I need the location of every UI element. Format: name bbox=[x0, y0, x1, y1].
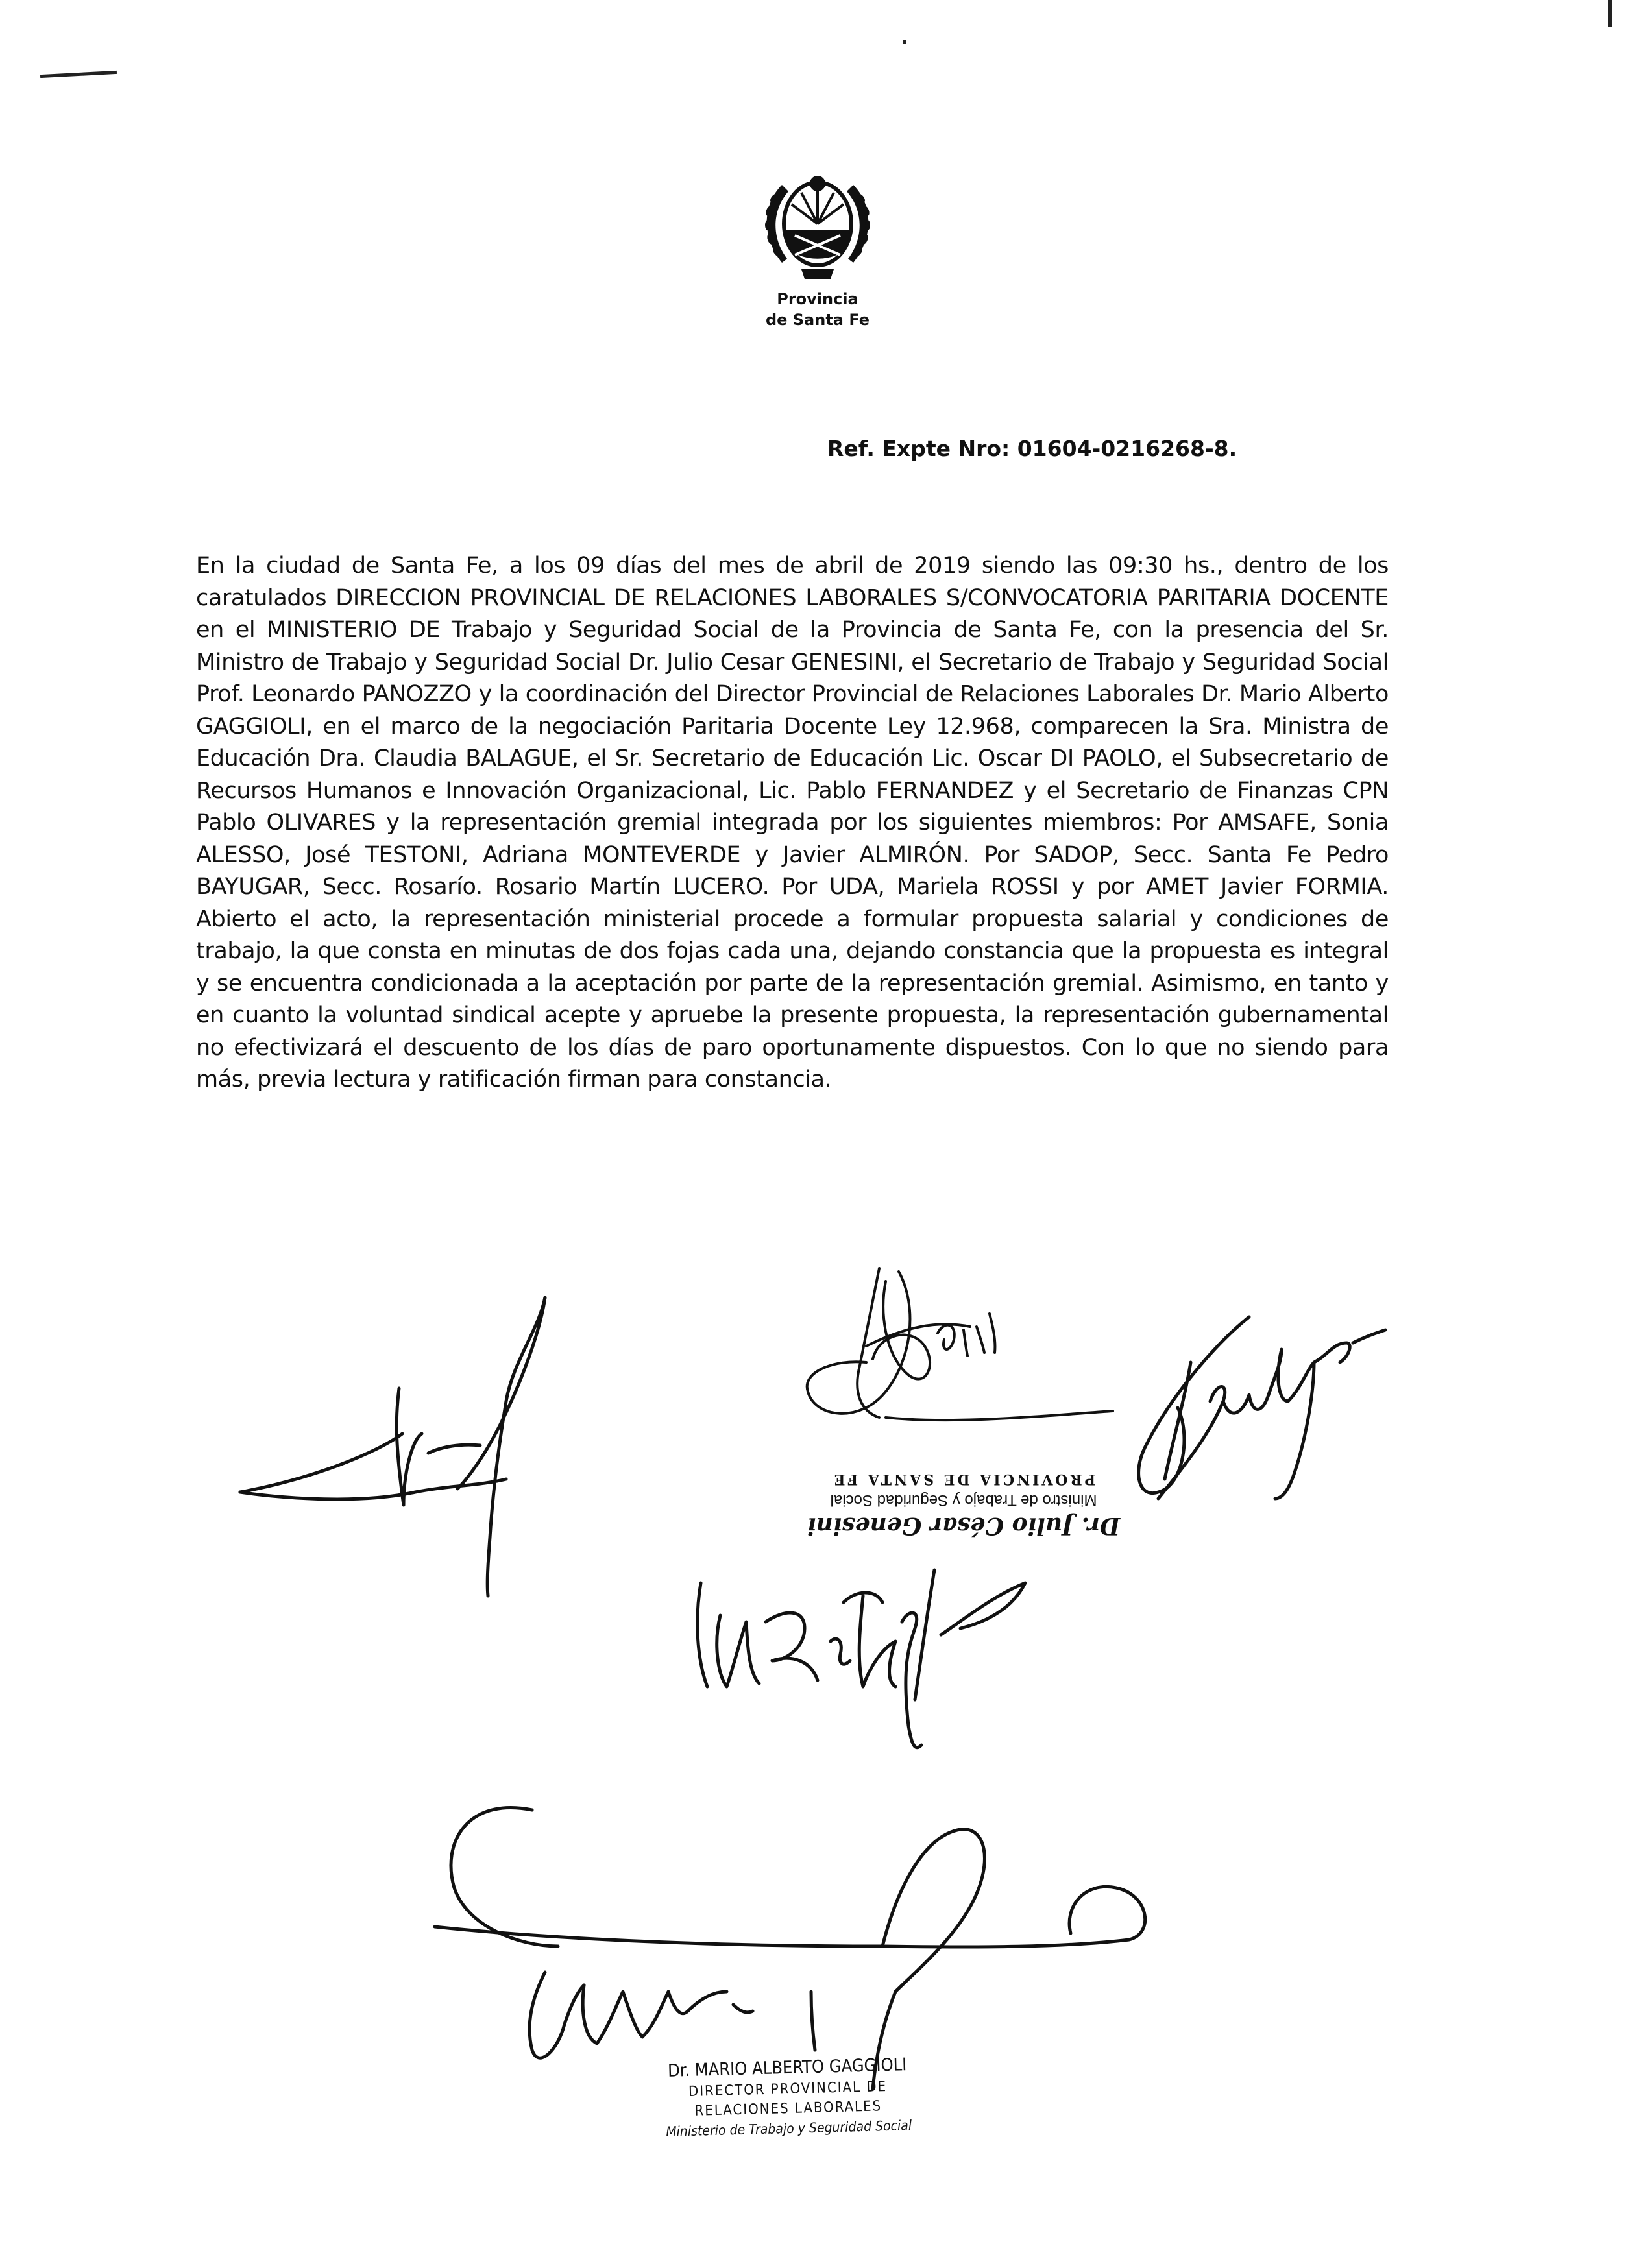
stamp-genesini-title: Ministro de Trabajo y Seguridad Social bbox=[830, 1491, 1097, 1509]
stamp-gaggioli-line1: DIRECTOR PROVINCIAL DE bbox=[688, 2079, 888, 2101]
signature-gaggioli bbox=[428, 1778, 1155, 2102]
stamp-gaggioli-name: Dr. MARIO ALBERTO GAGGIOLI bbox=[667, 2055, 907, 2081]
signature-3 bbox=[1119, 1304, 1392, 1512]
scan-mark bbox=[40, 71, 117, 78]
stamp-genesini-name: Dr. Julio César Genesini bbox=[807, 1512, 1121, 1539]
stamp-genesini bbox=[795, 1427, 1132, 1541]
reference-number: Ref. Expte Nro: 01604-0216268-8. bbox=[827, 436, 1237, 461]
header-caption-line2: de Santa Fe bbox=[765, 311, 870, 329]
stamp-gaggioli-line2: RELACIONES LABORALES bbox=[694, 2098, 882, 2119]
stamp-genesini-org: PROVINCIA DE SANTA FE bbox=[831, 1471, 1096, 1488]
scan-dot bbox=[903, 40, 906, 44]
stamp-gaggioli bbox=[631, 2053, 945, 2171]
body-paragraph: En la ciudad de Santa Fe, a los 09 días del mes de abril de 2019 siendo las 09:30 hs., dentro de los caratulados DIRECCION PROVINCIAL DE RELACIONES LABORALES S/CONVOCATORIA PARITARIA DOCENTE en el MINISTERIO DE Trabajo y Seguridad Social de la Provincia de Santa Fe, con la presencia del Sr. Ministro de Trabajo y Seguridad Social Dr. Julio Cesar GENESINI, el Secretario de Trabajo y Seguridad Social Prof. Leonardo PANOZZO y la coordinación del Director Provincial de Relaciones Laborales Dr. Mario Alberto GAGGIOLI, en el marco de la negociación Paritaria Docente Ley 12.968, comparecen la Sra. Ministra de Educación Dra. Claudia BALAGUE, el Sr. Secretario de Educación Lic. Oscar DI PAOLO, el Subsecretario de Recursos Humanos e Innovación Organizacional, Lic. Pablo FERNANDEZ y el Secretario de Finanzas CPN Pablo OLIVARES y la representación gremial integrada por los siguientes miembros: Por AMSAFE, Sonia ALESSO, José TESTONI, Adriana MONTEVERDE y Javier ALMIRÓN. Por SADOP, Secc. Santa Fe Pedro BAYUGAR, Secc. Rosarío. Rosario Martín LUCERO. Por UDA, Mariela ROSSI y por AMET Javier FORMIA. Abierto el acto, la representación ministerial procede a formular propuesta salarial y condiciones de trabajo, la que consta en minutas de dos fojas cada una, dejando constancia que la propuesta es integral y se encuentra condicionada a la aceptación por parte de la representación gremial. Asimismo, en tanto y en cuanto la voluntad sindical acepte y apruebe la presente propuesta, la representación gubernamental no efectivizará el descuento de los días de paro oportunamente dispuestos. Con lo que no siendo para más, previa lectura y ratificación firman para constancia. bbox=[196, 553, 1389, 1092]
header-caption bbox=[720, 289, 915, 330]
header-caption-line1: Provincia bbox=[777, 290, 858, 308]
signature-1 bbox=[234, 1291, 597, 1615]
provincia-santa-fe-seal-icon bbox=[756, 159, 879, 289]
signature-4 bbox=[688, 1557, 1064, 1752]
scan-mark bbox=[1608, 0, 1612, 27]
stamp-gaggioli-line3: Ministerio de Trabajo y Seguridad Social bbox=[666, 2117, 912, 2140]
